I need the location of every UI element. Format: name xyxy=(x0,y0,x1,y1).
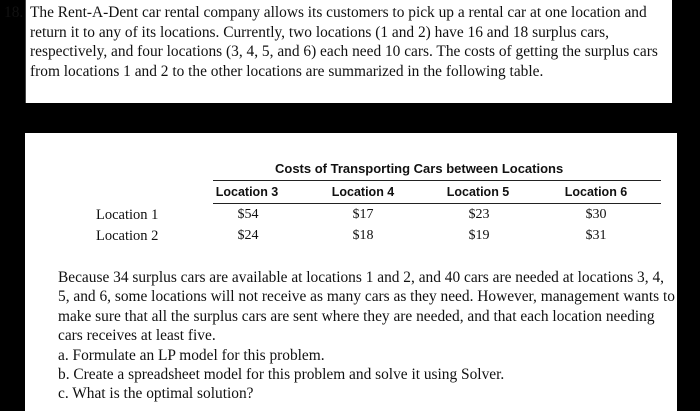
cell-l1-l6: $30 xyxy=(585,207,607,222)
problem-text: The Rent-A-Dent car rental company allows its customers to pick up a rental car at one location and return it to any of its locations. Currently, two locations (1 and 2) have 16 and 18 surplus cars, respectively, and four locations (3, 4, 5, and 6) each need 10 cars. The costs of getting the surplus cars from locations 1 and 2 to the other locations are summarized in the following table. xyxy=(30,4,658,80)
col-header-location-6: Location 6 xyxy=(564,185,628,199)
row-label-location-1: Location 1 xyxy=(96,207,159,223)
table-title: Costs of Transporting Cars between Locations xyxy=(275,161,564,176)
col-header-location-4: Location 4 xyxy=(331,185,395,199)
cell-l2-l6: $31 xyxy=(585,228,607,243)
question-c: c. What is the optimal solution? xyxy=(58,385,254,402)
col-header-location-3: Location 3 xyxy=(215,185,279,199)
table-header-rule xyxy=(213,203,661,204)
explanation-paragraph: Because 34 surplus cars are available at locations 1 and 2, and 40 cars are needed at locations 3, 4, 5, and 6, some locations will not receive as many cars as they need. However, management wants to make sure that all the surplus cars are sent where they are needed, and that each location needing cars receives at least five. xyxy=(58,269,675,344)
question-b: b. Create a spreadsheet model for this problem and solve it using Solver. xyxy=(58,366,505,383)
cell-l1-l4: $17 xyxy=(352,207,374,222)
question-a: a. Formulate an LP model for this problem. xyxy=(58,347,325,364)
problem-number: 18. xyxy=(4,4,24,21)
col-header-location-5: Location 5 xyxy=(446,185,510,199)
cell-l1-l5: $23 xyxy=(468,207,490,222)
cell-l2-l5: $19 xyxy=(468,228,490,243)
row-label-location-2: Location 2 xyxy=(96,228,159,244)
problem-statement xyxy=(4,3,670,81)
cell-l1-l3: $54 xyxy=(237,207,259,222)
cell-l2-l4: $18 xyxy=(352,228,374,243)
question-list xyxy=(58,346,504,403)
table-title-rule xyxy=(213,180,661,181)
cell-l2-l3: $24 xyxy=(237,228,259,243)
